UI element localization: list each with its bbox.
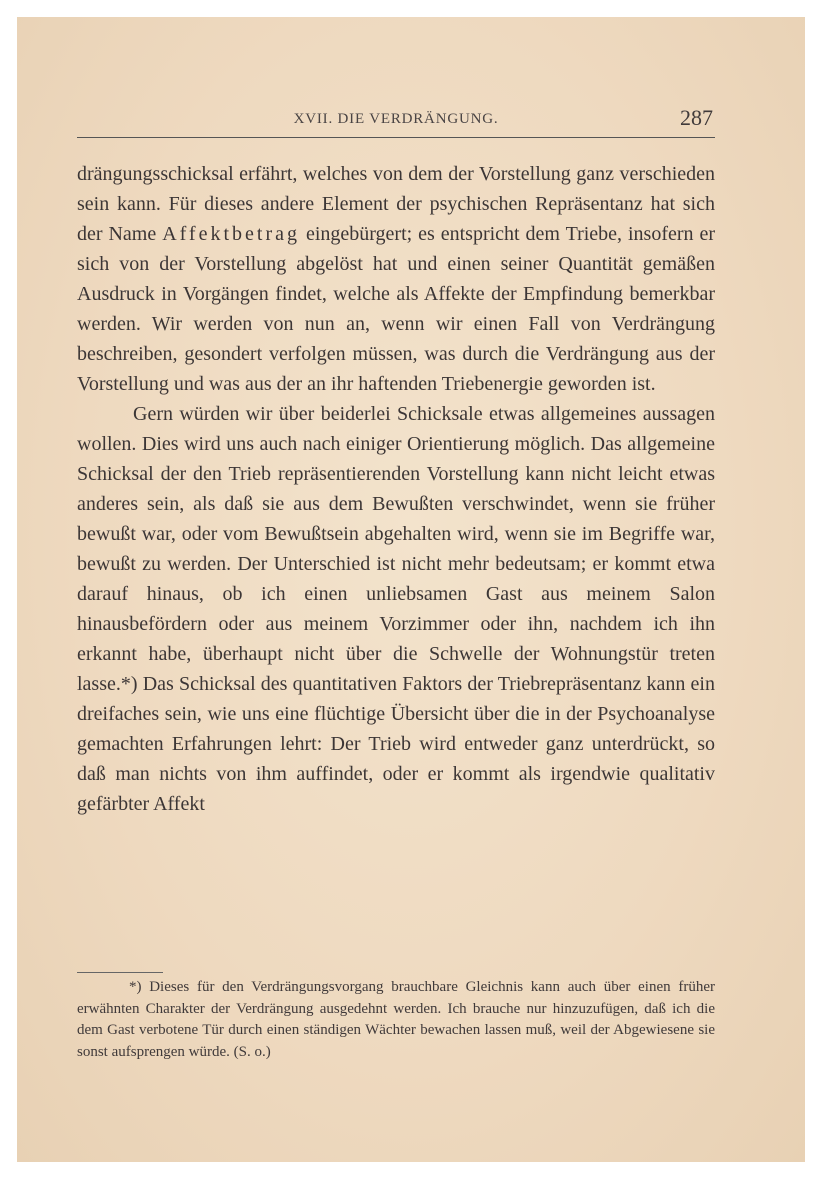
page-header	[77, 95, 715, 139]
paragraph-1-text-before: drängungsschicksal erfährt, welches von dem der Vorstellung ganz verschieden sein kann. Für dieses andere Element der psychischen Repräsentanz hat sich der Name	[77, 163, 715, 245]
page-number: 287	[680, 105, 713, 130]
book-page	[17, 17, 805, 1162]
footnote-text: *) Dieses für den Verdrängungsvorgang brauchbare Gleichnis kann auch über einen früher erwähnten Charakter der Verdrängung ausgedehnt werden. Ich brauche nur hinzuzufügen, daß ich die dem Gast verbotene Tür durch einen ständigen Wächter bewachen lassen muß, weil der Abgewiesene sie sonst aufsprengen würde. (S. o.)	[77, 979, 715, 1060]
paragraph-1-text-after: eingebürgert; es entspricht dem Triebe, insofern er sich von der Vorstellung abgelöst hat und einen seiner Quantität gemäßen Ausdruck in Vorgängen findet, welche als Affekte der Empfindung bemerkbar werden. Wir werden von nun an, wenn wir einen Fall von Verdrängung beschreiben, gesondert verfolgen müssen, was durch die Verdrängung aus der Vorstellung und was aus der an ihr haftenden Triebenergie geworden ist.	[77, 223, 716, 395]
running-title: XVII. DIE VERDRÄNGUNG.	[293, 111, 499, 127]
body-text	[77, 159, 715, 819]
footnote	[77, 977, 715, 1063]
header-rule	[77, 137, 715, 138]
footnote-rule	[77, 972, 163, 973]
emphasis-term: Affektbetrag	[162, 223, 300, 245]
paragraph-2: Gern würden wir über beiderlei Schicksale etwas allgemeines aussagen wollen. Dies wird uns auch nach einiger Orientierung möglich. Das allgemeine Schicksal der den Trieb repräsentierenden Vorstellung kann nicht leicht etwas anderes sein, als daß sie aus dem Bewußten verschwindet, wenn sie früher bewußt war, oder vom Bewußtsein abgehalten wird, wenn sie im Begriffe war, bewußt zu werden. Der Unterschied ist nicht mehr bedeutsam; er kommt etwa darauf hinaus, ob ich einen unliebsamen Gast aus meinem Salon hinausbefördern oder aus meinem Vorzimmer oder ihn, nachdem ich ihn erkannt habe, überhaupt nicht über die Schwelle der Wohnungstür treten lasse.*) Das Schicksal des quantitativen Faktors der Triebrepräsentanz kann ein dreifaches sein, wie uns eine flüchtige Übersicht über die in der Psychoanalyse gemachten Erfahrungen lehrt: Der Trieb wird entweder ganz unterdrückt, so daß man nichts von ihm auffindet, oder er kommt als irgendwie qualitativ gefärbter Affekt	[77, 403, 715, 815]
paragraph-1	[77, 159, 715, 399]
